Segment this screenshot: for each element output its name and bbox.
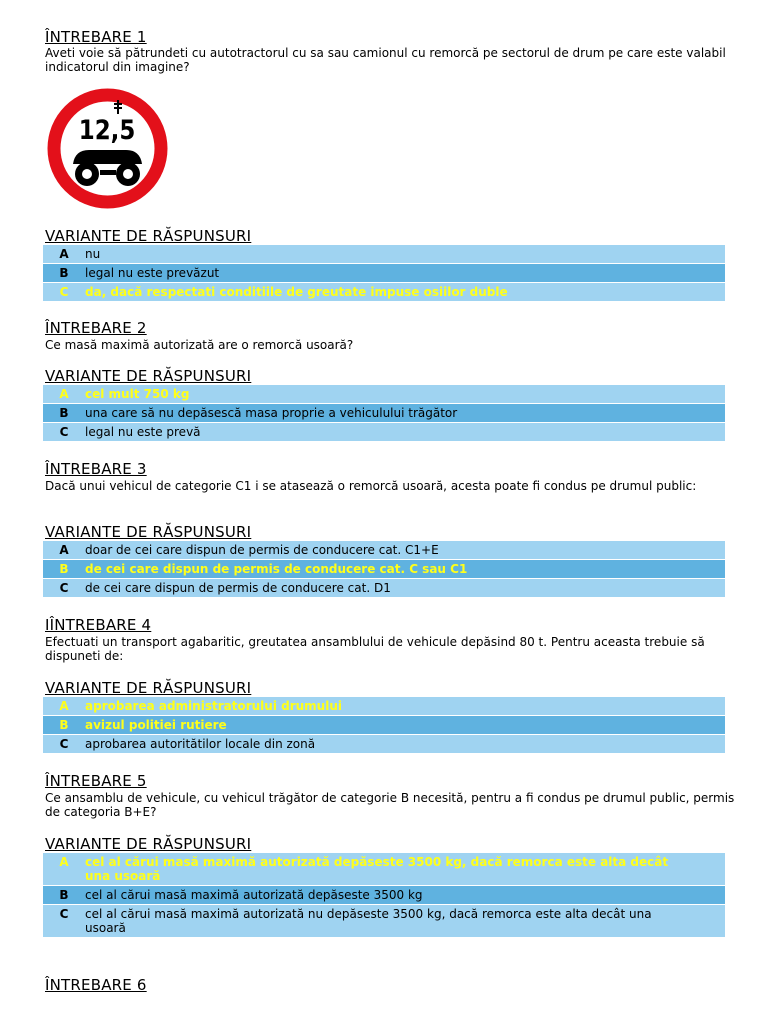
- question-5-answers: [43, 853, 725, 937]
- answer-letter: A: [59, 543, 69, 557]
- question-5-text: Ce ansamblu de vehicule, cu vehicul trăgător de categorie B necesită, pentru a fi condus pe drumul public, permis de categoria B+E?: [45, 791, 735, 819]
- answer-letter: A: [59, 855, 69, 869]
- question-5-title: ÎNTREBARE 5: [45, 772, 147, 790]
- answer-text: cel mult 750 kg: [85, 387, 190, 401]
- answer-1b[interactable]: [43, 264, 725, 282]
- question-3-answers: [43, 541, 725, 597]
- answer-letter: B: [59, 406, 69, 420]
- question-4-title: IÎNTREBARE 4: [45, 616, 152, 634]
- answer-4b-correct[interactable]: [43, 716, 725, 734]
- answer-3b-correct[interactable]: [43, 560, 725, 578]
- answer-2b[interactable]: [43, 404, 725, 422]
- question-1-answers: [43, 245, 725, 301]
- answer-2c[interactable]: [43, 423, 725, 441]
- answer-text: doar de cei care dispun de permis de conducere cat. C1+E: [85, 543, 439, 557]
- answer-text: legal nu este prevă: [85, 425, 201, 439]
- answer-2a-correct[interactable]: [43, 385, 725, 403]
- question-4-text: Efectuati un transport agabaritic, greutatea ansamblului de vehicule depăsind 80 t. Pentru aceasta trebuie să dispuneti de:: [45, 635, 705, 663]
- answer-4a-correct[interactable]: [43, 697, 725, 715]
- answer-text: aprobarea autoritătilor locale din zonă: [85, 737, 316, 751]
- answer-letter: C: [59, 737, 69, 751]
- answer-letter: B: [59, 562, 69, 576]
- answer-4c[interactable]: [43, 735, 725, 753]
- question-4-variants-title: VARIANTE DE RĂSPUNSURI: [45, 679, 252, 697]
- question-6-title: ÎNTREBARE 6: [45, 976, 147, 994]
- answer-1c-correct[interactable]: [43, 283, 725, 301]
- answer-text: una care să nu depăsescă masa proprie a vehiculului trăgător: [85, 406, 458, 420]
- answer-letter: B: [59, 266, 69, 280]
- answer-5a-correct[interactable]: [43, 853, 725, 885]
- answer-letter: B: [59, 888, 69, 902]
- answer-letter: C: [59, 425, 69, 439]
- question-4-answers: [43, 697, 725, 753]
- answer-text: de cei care dispun de permis de conducere cat. C sau C1: [85, 562, 468, 576]
- question-5-variants-title: VARIANTE DE RĂSPUNSURI: [45, 835, 252, 853]
- question-2-answers: [43, 385, 725, 441]
- answer-3c[interactable]: [43, 579, 725, 597]
- question-2-title: ÎNTREBARE 2: [45, 319, 147, 337]
- question-3-variants-title: VARIANTE DE RĂSPUNSURI: [45, 523, 252, 541]
- axle-weight-limit-sign-icon: [45, 86, 170, 211]
- question-3-text: Dacă unui vehicul de categorie C1 i se atasează o remorcă usoară, acesta poate fi condus pe drumul public:: [45, 479, 697, 493]
- answer-letter: A: [59, 387, 69, 401]
- answer-letter: C: [59, 581, 69, 595]
- answer-letter: A: [59, 247, 69, 261]
- question-1-text: Aveti voie să pătrundeti cu autotractorul cu sa sau camionul cu remorcă pe sectorul de drum pe care este valabil indicatorul din imagine?: [45, 46, 726, 74]
- sign-value: 12,5: [78, 114, 136, 146]
- answer-text: cel al cărui masă maximă autorizată nu depăseste 3500 kg, dacă remorca este alta decât una usoară: [85, 907, 652, 935]
- question-2-text: Ce masă maximă autorizată are o remorcă usoară?: [45, 338, 354, 352]
- answer-5c[interactable]: [43, 905, 725, 937]
- answer-3a[interactable]: [43, 541, 725, 559]
- question-1-title: ÎNTREBARE 1: [45, 28, 147, 46]
- answer-5b[interactable]: [43, 886, 725, 904]
- answer-text: aprobarea administratorului drumului: [85, 699, 342, 713]
- answer-letter: C: [59, 285, 69, 299]
- answer-text: da, dacă respectati conditiile de greutate impuse osiilor duble: [85, 285, 508, 299]
- answer-text: de cei care dispun de permis de conducere cat. D1: [85, 581, 391, 595]
- answer-text: legal nu este prevăzut: [85, 266, 220, 280]
- question-3-title: ÎNTREBARE 3: [45, 460, 147, 478]
- question-2-variants-title: VARIANTE DE RĂSPUNSURI: [45, 367, 252, 385]
- answer-letter: C: [59, 907, 69, 921]
- answer-1a[interactable]: [43, 245, 725, 263]
- answer-text: nu: [85, 247, 101, 261]
- answer-letter: B: [59, 718, 69, 732]
- answer-text: cel al cărui masă maximă autorizată depăseste 3500 kg, dacă remorca este alta decât una usoară: [85, 855, 669, 883]
- question-1-variants-title: VARIANTE DE RĂSPUNSURI: [45, 227, 252, 245]
- answer-text: avizul politiei rutiere: [85, 718, 227, 732]
- answer-text: cel al cărui masă maximă autorizată depăseste 3500 kg: [85, 888, 423, 902]
- answer-letter: A: [59, 699, 69, 713]
